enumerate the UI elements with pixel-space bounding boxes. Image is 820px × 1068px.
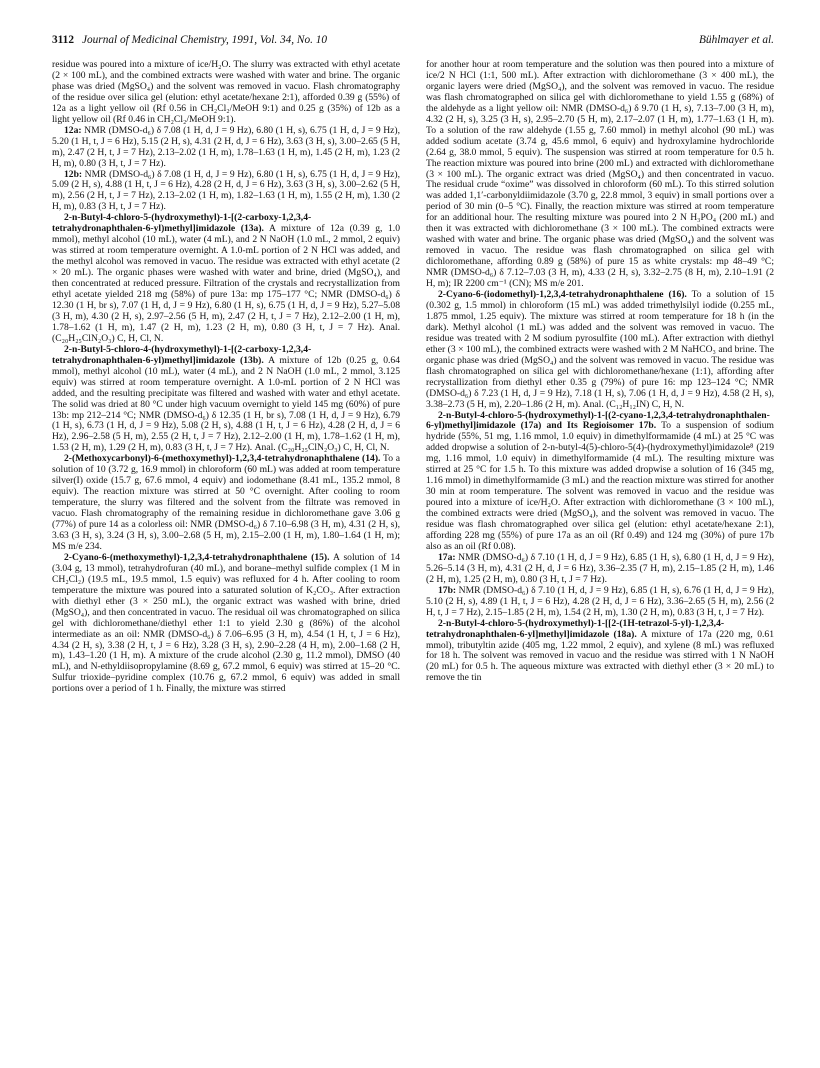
- paragraph-heading: 2-n-Butyl-4-chloro-5-(hydroxymethyl)-1-[[2-(1H-tetrazol-5-yl)-1,2,3,4-tetrahydronaphthalen-6-yl]methyl]imidazole (18a).: [426, 617, 725, 640]
- paragraph-heading: 2-(Methoxycarbonyl)-6-(methoxymethyl)-1,2,3,4-tetrahydronaphthalene (14).: [64, 453, 381, 465]
- paragraph: [52, 345, 400, 455]
- paragraph: [426, 411, 774, 553]
- paragraph-text: A solution of 14 (3.04 g, 13 mmol), tetrahydrofuran (40 mL), and borane–methyl sulfide complex (1 M in CH₂Cl₂) (19.5 mL, 19.5 mmol, 1.5 equiv) was refluxed for 4 h. After cooling to room temperature the mixture was poured into a saturated solution of K₂CO₃. After extraction with diethyl ether (3 × 250 mL), the organic extract was washed with brine, dried (MgSO₄), and then concentrated in vacuo. The residual oil was chromatographed on silica gel with dichloromethane/diethyl ether 1:1 to yield 2.30 g (86%) of the alcohol intermediate as an oil: NMR (DMSO-d₆) δ 7.06–6.95 (3 H, m), 4.54 (1 H, t, J = 6 Hz), 4.34 (2 H, s), 3.38 (2 H, t, J = 6 Hz), 3.28 (3 H, s), 2.90–2.28 (4 H, m), 2.00–1.68 (2 H, m), 1.43–1.20 (1 H, m). A mixture of the crude alcohol (2.30 g, 11.2 mmol), DMSO (40 mL), and N-ethyldiisopropylamine (8.69 g, 67.2 mmol, 6 equiv) was stirred at 15–20 °C. Sulfur trioxide–pyridine complex (10.76 g, 67.2 mmol, 6 equiv) was added in small portions over a period of 1 h. Finally, the mixture was stirred: [52, 551, 400, 695]
- left-column: [52, 60, 400, 1060]
- header-authors: Bühlmayer et al.: [699, 34, 774, 46]
- paragraph: [52, 553, 400, 695]
- running-header: [52, 34, 774, 52]
- paragraph-text: for another hour at room temperature and the solution was then poured into a mixture of ice/2 N HCl (1:1, 500 mL). After extraction with dichloromethane (3 × 400 mL), the organic layers were dried (MgSO₄), and the solvent was removed in vacuo. The residue was flash chromatographed on silica gel with dichloromethane to yield 1.55 g (68%) of the aldehyde as a light yellow oil: NMR (DMSO-d₆) δ 9.70 (1 H, s), 7.13–7.00 (3 H, m), 4.32 (2 H, s), 3.25 (3 H, s), 2.95–2.70 (5 H, m), 2.17–2.07 (1 H, m), 1.77–1.63 (1 H, m). To a solution of the raw aldehyde (1.55 g, 7.60 mmol) in methyl alcohol (90 mL) was added sodium acetate (3.74 g, 45.6 mmol, 6 equiv) and hydroxylamine hydrochloride (2.64 g, 38.0 mmol, 5 equiv). The suspension was stirred at room temperature for 0.5 h. The reaction mixture was poured into brine (200 mL) and extracted with dichloromethane (3 × 100 mL). The organic extract was dried (MgSO₄) and then concentrated in vacuo. The residual crude “oxime” was dissolved in chloroform (60 mL). To this stirred solution was added 1,1′-carbonyldiimidazole (3.70 g, 22.8 mmol, 3 equiv) in small portions over a period of 30 min (0–5 °C). Finally, the reaction mixture was stirred at room temperature for an additional hour. The resulting mixture was poured into 2 N H₃PO₄ (200 mL) and then it was extracted with dichloromethane (3 × 100 mL). The combined extracts were washed with water and brine. The organic phase was dried (MgSO₄) and the solvent was removed in vacuo. The residue was flash chromatographed on silica gel with dichloromethane, affording 0.89 g (58%) of pure 15 as white crystals: mp 48–49 °C; NMR (DMSO-d₆) δ 7.12–7.03 (3 H, m), 4.33 (2 H, s), 3.32–2.75 (8 H, m), 2.10–1.91 (2 H, m); IR 2200 cm⁻¹ (CN); MS m/e 201.: [426, 60, 774, 290]
- paragraph: [426, 60, 774, 290]
- paragraph-text: A mixture of 12a (0.39 g, 1.0 mmol), methyl alcohol (10 mL), water (4 mL), and 2 N NaOH (1.0 mL, 2 mmol, 2 equiv) was stirred at room temperature overnight. A 1.0-mL portion of 2 N HCl was added, and the methyl alcohol was removed in vacuo. The residue was extracted with ethyl acetate (2 × 20 mL). The organic phases were washed with water and brine, dried (MgSO₄), and then concentrated at reduced pressure. Filtration of the crystals and recrystallization from ethyl acetate yielded 218 mg (58%) of pure 13a: mp 175–177 °C; NMR (DMSO-d₆) δ 12.30 (1 H, br s), 7.07 (1 H, d, J = 9 Hz), 6.80 (1 H, s), 6.75 (1 H, d, J = 9 Hz), 5.27–5.08 (3 H, m), 4.30 (2 H, s), 2.97–2.56 (5 H, m), 2.47 (2 H, t, J = 7 Hz), 2.12–2.00 (1 H, m), 1.78–1.62 (1 H, m), 1.47 (2 H, m), 1.23 (2 H, m), 0.80 (3 H, t, J = 7 Hz). Anal. (C₂₀H₂₅ClN₂O₃) C, H, Cl, N.: [52, 223, 400, 344]
- paragraph: [52, 213, 400, 344]
- paragraph-text: A mixture of 17a (220 mg, 0.61 mmol), tributyltin azide (405 mg, 1.22 mmol, 2 equiv), and xylene (8 mL) was refluxed for 18 h. The solvent was removed in vacuo and the residue was stirred with 1 N NaOH (20 mL) for 0.5 h. The aqueous mixture was extracted with diethyl ether (3 × 20 mL) to remove the tin: [426, 628, 774, 684]
- journal-citation: Journal of Medicinal Chemistry, 1991, Vol. 34, No. 10: [81, 34, 328, 46]
- paragraph-text: To a suspension of sodium hydride (55%, 51 mg, 1.16 mmol, 1.0 equiv) in dimethylformamide (4 mL) at 25 °C was added dropwise a solution of 2-n-butyl-4(5)-chloro-5(4)-(hydroxymethyl)imidazole⁸ (219 mg, 1.16 mmol, 1.0 equiv) in dimethylformamide (4 mL). The resulting mixture was stirred at 25 °C for 1.5 h. To this mixture was added dropwise a solution of 16 (345 mg, 1.16 mmol) in dimethylformamide (3 mL) and the reaction mixture was stirred for another 30 min at room temperature. The solvent was removed in vacuo and the residue was poured into a mixture of ice/H₂O. After extraction with dichloromethane (3 × 100 mL), the combined extracts were dried (MgSO₄), and the solvent was removed in vacuo. The residue was flash chromatographed over silica gel (elution: ethyl acetate/hexane 2:1), affording 228 mg (55%) of pure 17a as an oil (Rf 0.49) and 124 mg (30%) of pure 17b also as an oil (Rf 0.08).: [426, 420, 774, 552]
- paragraph: [52, 170, 400, 214]
- paragraph: [426, 619, 774, 685]
- paragraph-heading: 17b:: [438, 584, 457, 596]
- paragraph: [52, 126, 400, 170]
- paragraph-text: To a solution of 15 (0.302 g, 1.5 mmol) in chloroform (15 mL) was added trimethylsilyl iodide (0.255 mL, 1.875 mmol, 1.25 equiv). The mixture was stirred at room temperature for 18 h (in the dark). Methyl alcohol (1 mL) was added and the solvent was removed in vacuo. The residue was treated with 2 M sodium pyrosulfite (100 mL). After extraction with diethyl ether (3 × 100 mL), the combined extracts were washed with 2 M NaHCO₃ and brine. The organic phase was dried (MgSO₄) and the solvent was removed in vacuo. The residue was flash chromatographed on silica gel with dichloromethane/hexane (1:1), affording after recrystallization from diethyl ether 0.35 g (79%) of pure 16: mp 123–124 °C; NMR (DMSO-d₆) δ 7.23 (1 H, d, J = 9 Hz), 7.18 (1 H, s), 7.06 (1 H, d, J = 9 Hz), 4.58 (2 H, s), 3.38–2.73 (5 H, m), 2.20–1.86 (2 H, m). Anal. (C₁₂H₁₂IN) C, H, N.: [426, 289, 774, 410]
- paragraph-heading: 2-Cyano-6-(methoxymethyl)-1,2,3,4-tetrahydronaphthalene (15).: [64, 551, 330, 563]
- right-column: [426, 60, 774, 1060]
- paragraph-heading: 17a:: [438, 551, 456, 563]
- paragraph-heading: 2-Cyano-6-(iodomethyl)-1,2,3,4-tetrahydronaphthalene (16).: [438, 289, 687, 301]
- paragraph-text: A mixture of 12b (0.25 g, 0.64 mmol), methyl alcohol (10 mL), water (4 mL), and 2 N NaOH (1.0 mL, 2 mmol, 3.125 equiv) was stirred at room temperature overnight. A 1.0-mL portion of 2 N HCl was added, and the resulting precipitate was filtered and washed with water and ethyl acetate. The solid was dried at 80 °C under high vacuum overnight to yield 145 mg (60%) of pure 13b: mp 212–214 °C; NMR (DMSO-d₆) δ 12.35 (1 H, br s), 7.08 (1 H, d, J = 9 Hz), 6.79 (1 H, s), 6.73 (1 H, d, J = 9 Hz), 5.08 (2 H, s), 4.88 (1 H, t, J = 6 Hz), 4.28 (2 H, d, J = 6 Hz), 2.96–2.58 (5 H, m), 2.55 (2 H, t, J = 7 Hz), 2.12–2.00 (1 H, m), 1.78–1.62 (1 H, m), 1.53 (2 H, m), 1.29 (2 H, m), 0.83 (3 H, t, J = 7 Hz). Anal. (C₂₀H₂₅ClN₂O₃) C, H, Cl, N.: [52, 354, 400, 454]
- header-left: [52, 34, 327, 46]
- paragraph-heading: 2-n-Butyl-5-chloro-4-(hydroxymethyl)-1-[(2-carboxy-1,2,3,4-tetrahydronaphthalen-6-yl)methyl]imidazole (13b).: [52, 343, 312, 366]
- paragraph-text: NMR (DMSO-d₆) δ 7.10 (1 H, d, J = 9 Hz), 6.85 (1 H, s), 6.76 (1 H, d, J = 9 Hz), 5.10 (2 H, s), 4.89 (1 H, t, J = 6 Hz), 4.28 (2 H, d, J = 6 Hz), 3.36–2.65 (5 H, m), 2.56 (2 H, t, J = 7 Hz), 2.15–1.85 (2 H, m), 1.54 (2 H, m), 1.30 (2 H, m), 0.83 (3 H, t, J = 7 Hz).: [426, 584, 774, 618]
- paragraph-heading: 12a:: [64, 124, 82, 136]
- paragraph: [52, 60, 400, 126]
- paragraph-heading: 12b:: [64, 168, 83, 180]
- paragraph-text: NMR (DMSO-d₆) δ 7.08 (1 H, d, J = 9 Hz), 6.80 (1 H, s), 6.75 (1 H, d, J = 9 Hz), 5.20 (1 H, t, J = 6 Hz), 5.15 (2 H, s), 4.31 (2 H, d, J = 6 Hz), 3.63 (3 H, s), 3.00–2.65 (5 H, m), 2.47 (2 H, t, J = 7 Hz), 2.13–2.02 (1 H, m), 1.78–1.63 (1 H, m), 1.45 (2 H, m), 1.23 (2 H, m), 0.80 (3 H, t, J = 7 Hz).: [52, 124, 400, 169]
- paragraph-heading: 2-n-Butyl-4-chloro-5-(hydroxymethyl)-1-[(2-cyano-1,2,3,4-tetrahydronaphthalen-6-yl)methyl]imidazole (17a) and Its Regioisomer 17b.: [426, 409, 770, 432]
- paragraph-text: To a solution of 10 (3.72 g, 16.9 mmol) in chloroform (60 mL) was added at room temperature silver(I) oxide (15.7 g, 67.6 mmol, 4 equiv) and iodomethane (8.41 mL, 135.2 mmol, 8 equiv). The reaction mixture was stirred at 50 °C overnight. After cooling to room temperature, the slurry was filtered and the solvent from the filtrate was removed in vacuo. Flash chromatography of the remaining residue in dichloromethane gave 3.06 g (77%) of pure 14 as a colorless oil: NMR (DMSO-d₆) δ 7.10–6.98 (3 H, m), 4.31 (2 H, s), 3.63 (3 H, s), 3.24 (3 H, s), 3.00–2.68 (5 H, m), 2.15–2.00 (1 H, m), 1.80–1.64 (1 H, m); MS m/e 234.: [52, 453, 400, 552]
- page-number: 3112: [52, 34, 74, 46]
- paragraph: [426, 290, 774, 410]
- paragraph-text: residue was poured into a mixture of ice/H₂O. The slurry was extracted with ethyl acetate (2 × 100 mL), and the combined extracts were washed with water and brine. The organic phase was dried (MgSO₄) and the solvent was removed in vacuo. Flash chromatography of the residue over silica gel (elution: ethyl acetate/hexane 2:1), afforded 0.39 g (55%) of 12a as a light yellow oil (Rf 0.56 in CH₂Cl₂/MeOH 9:1) and 0.25 g (35%) of 12b as a light yellow oil (Rf 0.46 in CH₂Cl₂/MeOH 9:1).: [52, 60, 400, 125]
- paragraph-heading: 2-n-Butyl-4-chloro-5-(hydroxymethyl)-1-[(2-carboxy-1,2,3,4-tetrahydronaphthalen-6-yl)methyl]imidazole (13a).: [52, 212, 312, 235]
- paragraph-text: NMR (DMSO-d₆) δ 7.08 (1 H, d, J = 9 Hz), 6.80 (1 H, s), 6.75 (1 H, d, J = 9 Hz), 5.09 (2 H, s), 4.88 (1 H, t, J = 6 Hz), 4.28 (2 H, d, J = 6 Hz), 3.63 (3 H, s), 3.00–2.62 (5 H, m), 2.56 (2 H, t, J = 7 Hz), 2.13–2.02 (1 H, m), 1.82–1.63 (1 H, m), 1.55 (2 H, m), 1.30 (2 H, m), 0.83 (3 H, t, J = 7 Hz).: [52, 168, 400, 213]
- paragraph-text: NMR (DMSO-d₆) δ 7.10 (1 H, d, J = 9 Hz), 6.85 (1 H, s), 6.80 (1 H, d, J = 9 Hz), 5.26–5.14 (3 H, m), 4.31 (2 H, d, J = 6 Hz), 3.36–2.35 (7 H, m), 2.15–1.85 (2 H, m), 1.46 (2 H, m), 1.25 (2 H, m), 0.80 (3 H, t, J = 7 Hz).: [426, 551, 774, 585]
- paragraph: [52, 454, 400, 553]
- paragraph: [426, 553, 774, 586]
- paragraph: [426, 586, 774, 619]
